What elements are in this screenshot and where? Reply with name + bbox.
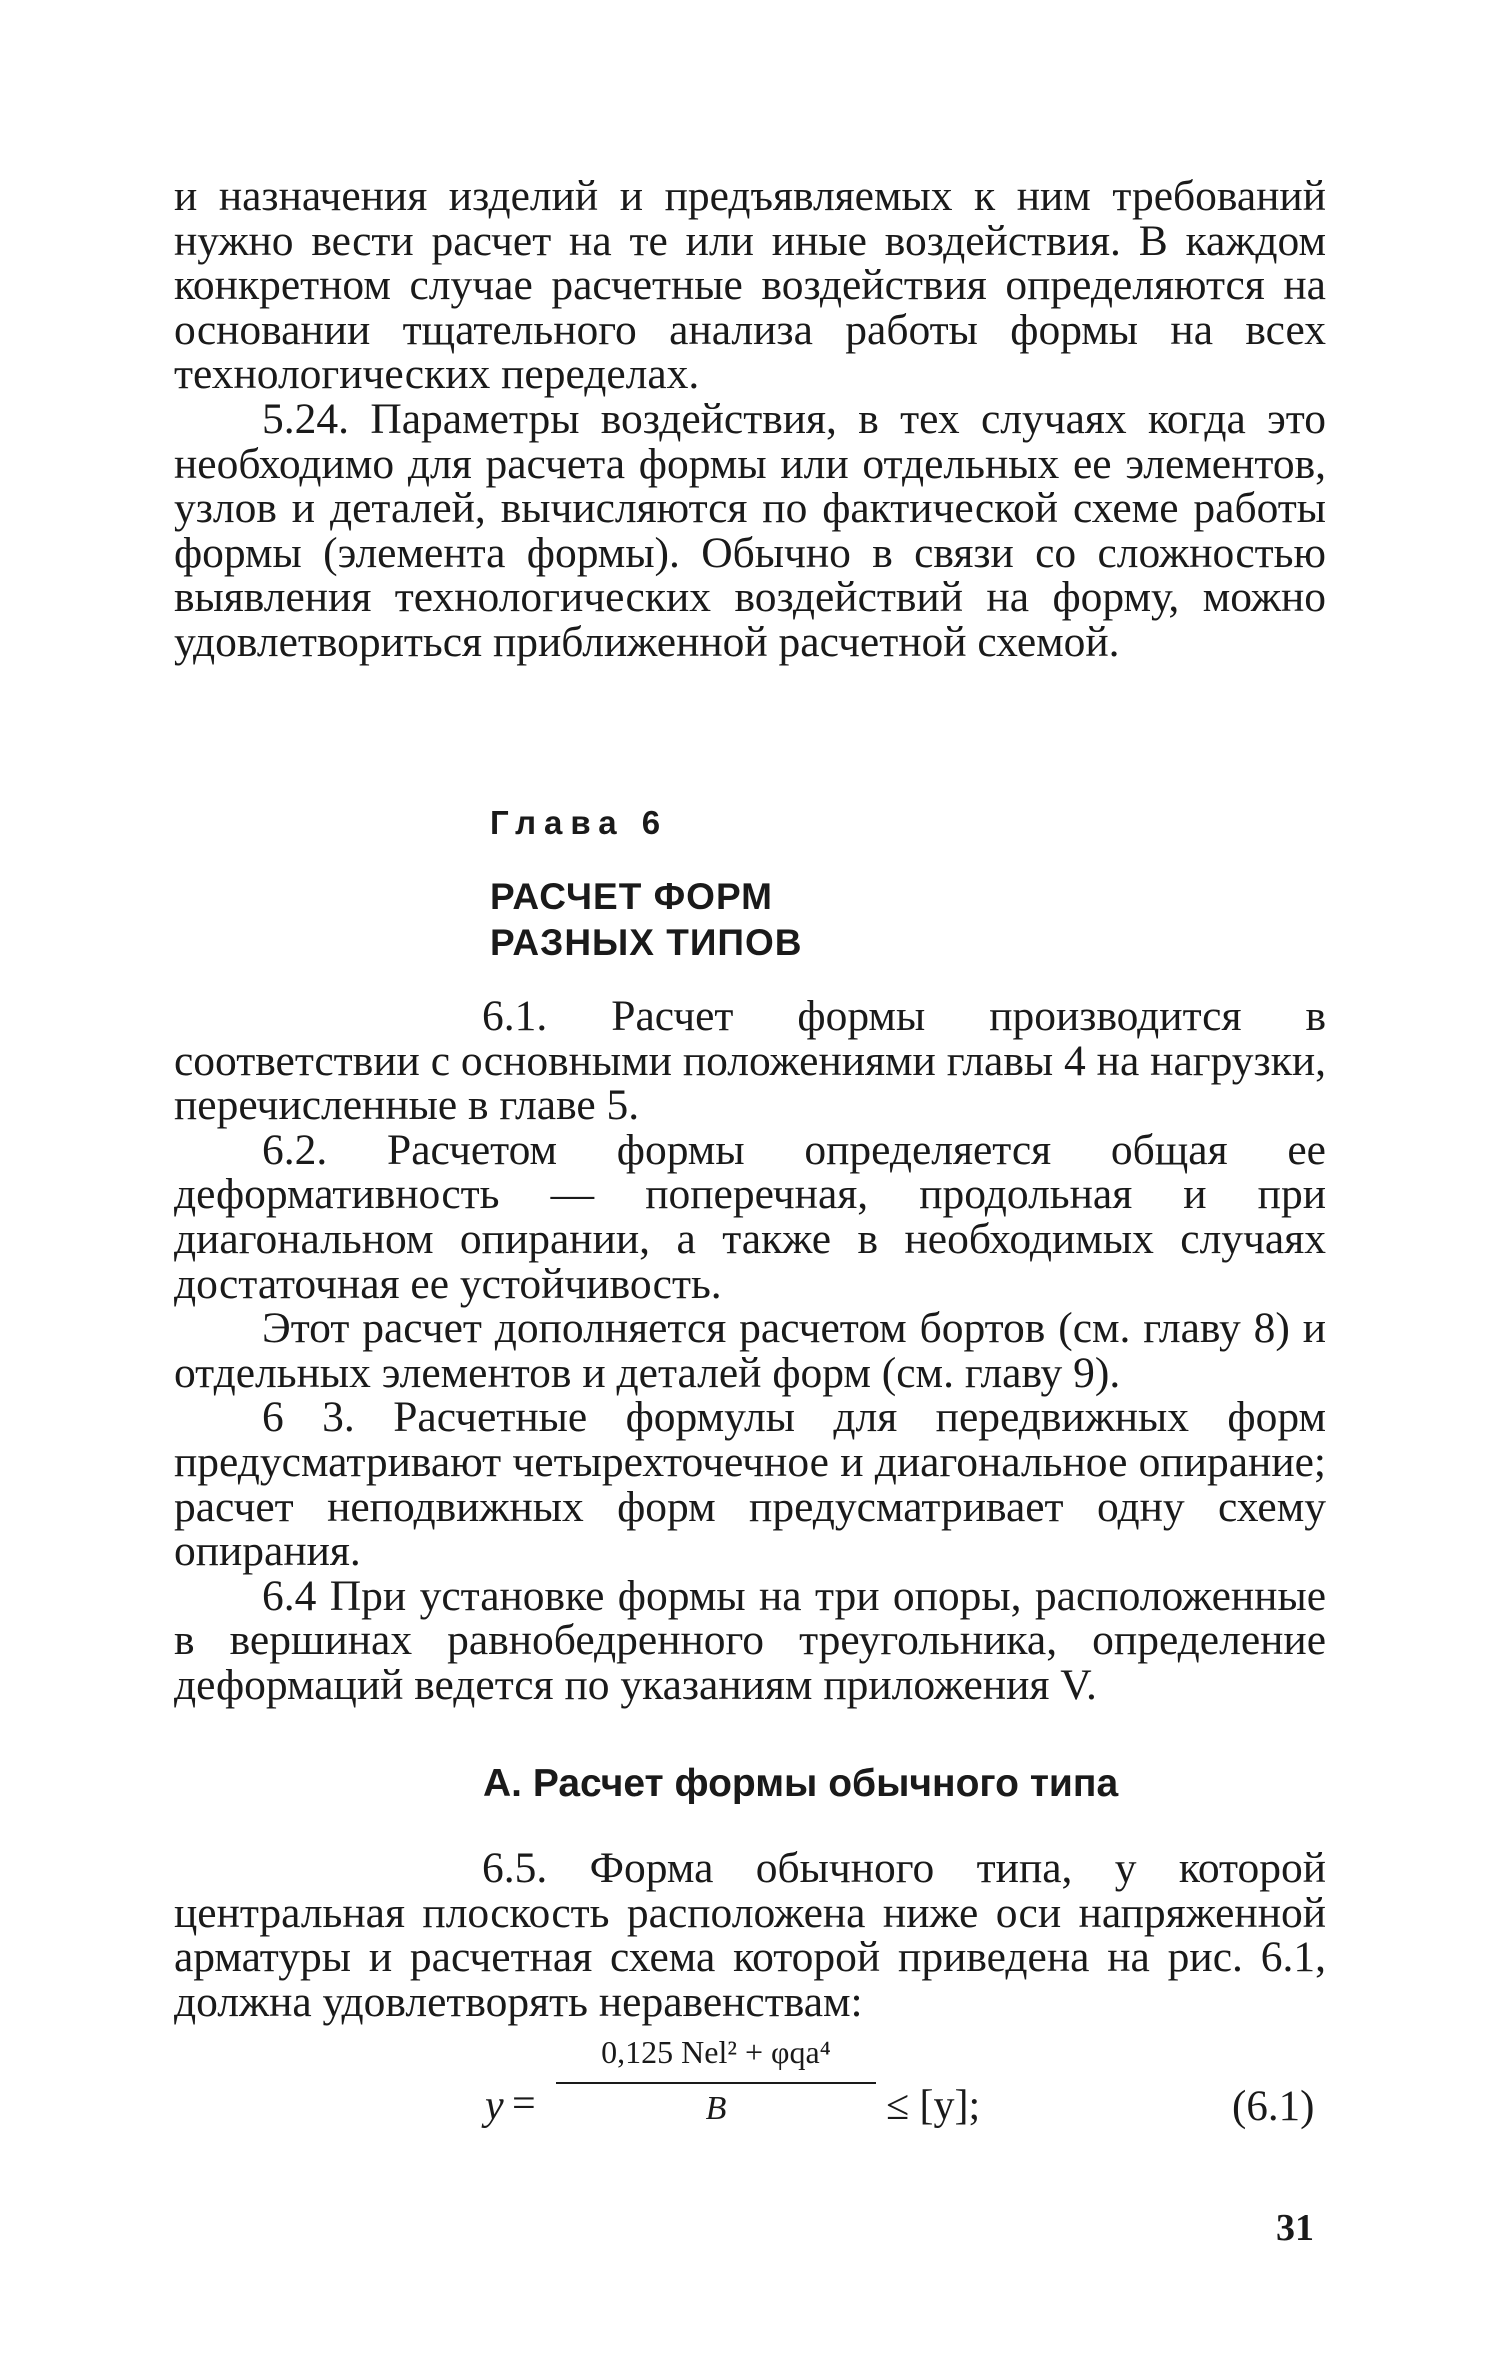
section-title: А. Расчет формы обычного типа bbox=[483, 1762, 1119, 1805]
chapter-title-line2: РАЗНЫХ ТИПОВ bbox=[490, 922, 803, 963]
chapter-text-block bbox=[174, 994, 1326, 1708]
formula-equals: = bbox=[512, 2081, 536, 2127]
paragraph-6-2: 6.2. Расчетом формы определяется общая ее деформативность — поперечная, продольная и при диагональном опирании, а также в необходимых случаях достаточная ее устойчивость. bbox=[174, 1125, 1326, 1308]
paragraph-6-3: 6 3. Расчетные формулы для передвижных форм предусматривают четырехточечное и диагональное опирание; расчет неподвижных форм предусматривает одну схему опирания. bbox=[174, 1393, 1326, 1576]
formula-rhs: ≤ [y]; bbox=[886, 2083, 981, 2129]
top-text-block bbox=[174, 174, 1326, 665]
paragraph-5-24: 5.24. Параметры воздействия, в тех случаях когда это необходимо для расчета формы или отдельных ее элементов, узлов и деталей, вычисляются по фактической схеме работы формы (элемента формы). Обычно в связи со сложностью выявления технологических воздействий на форму, можно удовлетвориться приближенной расчетной схемой. bbox=[174, 394, 1326, 666]
paragraph-this-calculation: Этот расчет дополняется расчетом бортов (см. главу 8) и отдельных элементов и деталей форм (см. главу 9). bbox=[174, 1304, 1326, 1397]
paragraph-continuation: и назначения изделий и предъявляемых к ним требований нужно вести расчет на те или иные воздействия. В каждом конкретном случае расчетные воздействия определяются на основании тщательного анализа работы формы на всех технологических переделах. bbox=[174, 172, 1326, 399]
formula-lhs: y bbox=[485, 2083, 504, 2129]
paragraph-6-5: 6.5. Форма обычного типа, у которой центральная плоскость расположена ниже оси напряженной арматуры и расчетная схема которой приведена на рис. 6.1, должна удовлетворять неравенствам: bbox=[174, 1844, 1326, 2026]
section-text-block bbox=[174, 1846, 1326, 2024]
chapter-title-line1: РАСЧЕТ ФОРМ bbox=[490, 876, 773, 917]
paragraph-6-1: 6.1. Расчет формы производится в соответствии с основными положениями главы 4 на нагрузки, перечисленные в главе 5. bbox=[174, 992, 1326, 1130]
paragraph-6-4: 6.4 При установке формы на три опоры, расположенные в вершинах равнобедренного треугольника, определение деформаций ведется по указаниям приложения V. bbox=[174, 1571, 1326, 1709]
chapter-heading bbox=[490, 804, 668, 842]
formula-numerator: 0,125 Nel² + φqa⁴ bbox=[601, 2034, 831, 2070]
formula-fraction-bar bbox=[556, 2082, 876, 2084]
formula-denominator: B bbox=[705, 2090, 727, 2127]
chapter-title-block bbox=[490, 874, 803, 966]
page-number: 31 bbox=[1276, 2207, 1314, 2249]
formula-6-1 bbox=[0, 2034, 1499, 2144]
chapter-label: Глава 6 bbox=[490, 804, 669, 841]
formula-number: (6.1) bbox=[1232, 2083, 1315, 2130]
